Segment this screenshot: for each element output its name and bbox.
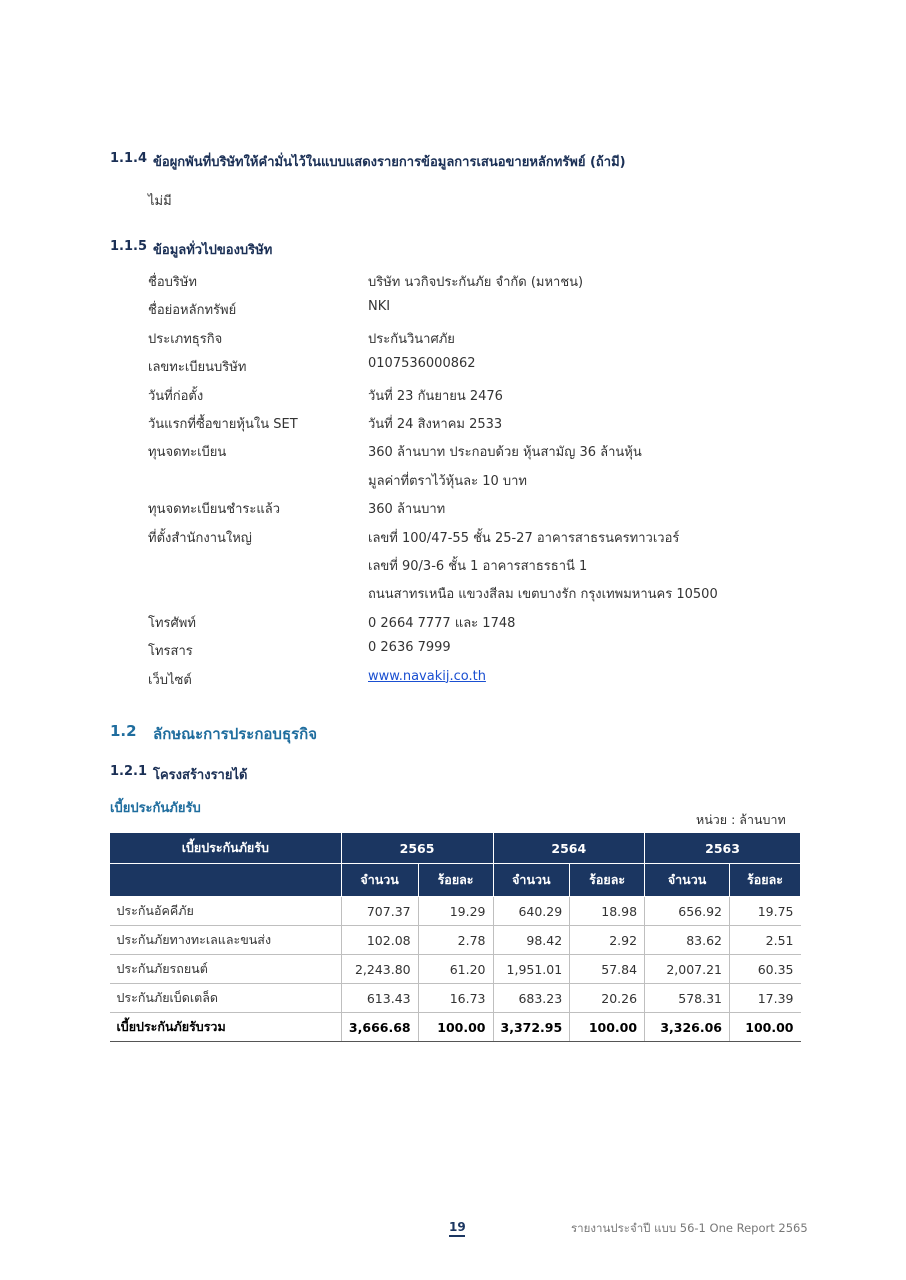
sub-header-percent: ร้อยละ bbox=[730, 864, 801, 897]
info-value: 0 2664 7777 และ 1748 bbox=[368, 615, 516, 631]
row-name: ประกันภัยรถยนต์ bbox=[110, 955, 342, 984]
info-value: วันที่ 24 สิงหาคม 2533 bbox=[368, 416, 503, 432]
cell-amount: 102.08 bbox=[341, 926, 418, 955]
cell-percent: 61.20 bbox=[418, 955, 493, 984]
section-number: 1.2.1 bbox=[110, 764, 148, 779]
info-value-line: มูลค่าที่ตราไว้หุ้นละ 10 บาท bbox=[368, 473, 527, 489]
cell-amount: 707.37 bbox=[341, 897, 418, 926]
page-number: 19 bbox=[449, 1220, 466, 1234]
section-number: 1.2 bbox=[110, 722, 137, 740]
cell-percent: 100.00 bbox=[730, 1013, 801, 1042]
cell-amount: 640.29 bbox=[493, 897, 570, 926]
sub-header-percent: ร้อยละ bbox=[418, 864, 493, 897]
cell-percent: 17.39 bbox=[730, 984, 801, 1013]
cell-amount: 3,326.06 bbox=[645, 1013, 730, 1042]
info-row bbox=[148, 407, 788, 435]
info-label: ชื่อย่อหลักทรัพย์ bbox=[148, 303, 237, 319]
info-label: วันที่ก่อตั้ง bbox=[148, 388, 204, 404]
info-value bbox=[368, 527, 718, 612]
info-row bbox=[148, 492, 788, 520]
info-label: วันแรกที่ซื้อขายหุ้นใน SET bbox=[148, 416, 298, 432]
row-name: ประกันภัยเบ็ดเตล็ด bbox=[110, 984, 342, 1013]
sub-header-amount: จำนวน bbox=[645, 864, 730, 897]
section-title: ข้อผูกพันที่บริษัทให้คำมั่นไว้ในแบบแสดงรายการข้อมูลการเสนอขายหลักทรัพย์ (ถ้ามี) bbox=[153, 155, 626, 170]
sub-header-amount: จำนวน bbox=[341, 864, 418, 897]
company-info bbox=[148, 265, 788, 691]
cell-percent: 2.78 bbox=[418, 926, 493, 955]
cell-percent: 2.51 bbox=[730, 926, 801, 955]
year-header: 2563 bbox=[645, 833, 801, 864]
section-number: 1.1.4 bbox=[110, 151, 148, 166]
info-value-line: เลขที่ 90/3-6 ชั้น 1 อาคารสาธรธานี 1 bbox=[368, 558, 588, 574]
table-total-row bbox=[110, 1013, 801, 1042]
page-number-underline bbox=[449, 1235, 465, 1237]
cell-amount: 2,007.21 bbox=[645, 955, 730, 984]
info-value: ประกันวินาศภัย bbox=[368, 331, 455, 347]
info-value: 0 2636 7999 bbox=[368, 640, 451, 656]
cell-amount: 3,666.68 bbox=[341, 1013, 418, 1042]
cell-percent: 20.26 bbox=[570, 984, 645, 1013]
cell-amount: 2,243.80 bbox=[341, 955, 418, 984]
cell-percent: 57.84 bbox=[570, 955, 645, 984]
info-row bbox=[148, 293, 788, 321]
cell-percent: 2.92 bbox=[570, 926, 645, 955]
info-value: 360 ล้านบาท bbox=[368, 502, 446, 518]
info-value: วันที่ 23 กันยายน 2476 bbox=[368, 388, 503, 404]
cell-amount: 578.31 bbox=[645, 984, 730, 1013]
section-title: ลักษณะการประกอบธุรกิจ bbox=[153, 725, 318, 743]
info-value-line: 360 ล้านบาท ประกอบด้วย หุ้นสามัญ 36 ล้านหุ้น bbox=[368, 445, 642, 461]
cell-amount: 98.42 bbox=[493, 926, 570, 955]
header-label: เบี้ยประกันภัยรับ bbox=[110, 833, 342, 864]
section-body: ไม่มี bbox=[148, 194, 172, 209]
row-name: เบี้ยประกันภัยรับรวม bbox=[110, 1013, 342, 1042]
info-label: ทุนจดทะเบียนชำระแล้ว bbox=[148, 502, 280, 518]
header-blank bbox=[110, 864, 342, 897]
table-row bbox=[110, 926, 801, 955]
info-label: ชื่อบริษัท bbox=[148, 275, 198, 290]
cell-amount: 83.62 bbox=[645, 926, 730, 955]
info-row bbox=[148, 322, 788, 350]
website-link[interactable]: www.navakij.co.th bbox=[368, 668, 486, 684]
cell-percent: 19.29 bbox=[418, 897, 493, 926]
premium-table bbox=[109, 832, 801, 1042]
info-label: เลขทะเบียนบริษัท bbox=[148, 360, 247, 376]
cell-amount: 656.92 bbox=[645, 897, 730, 926]
year-header: 2564 bbox=[493, 833, 645, 864]
info-label: โทรสาร bbox=[148, 644, 193, 660]
table-row bbox=[110, 955, 801, 984]
sub-header-amount: จำนวน bbox=[493, 864, 570, 897]
table-row bbox=[110, 984, 801, 1013]
row-name: ประกันอัคคีภัย bbox=[110, 897, 342, 926]
cell-percent: 16.73 bbox=[418, 984, 493, 1013]
info-row bbox=[148, 265, 788, 293]
info-label: ที่ตั้งสำนักงานใหญ่ bbox=[148, 530, 252, 546]
cell-percent: 60.35 bbox=[730, 955, 801, 984]
cell-percent: 100.00 bbox=[570, 1013, 645, 1042]
section-title: ข้อมูลทั่วไปของบริษัท bbox=[153, 243, 273, 258]
info-value: 0107536000862 bbox=[368, 356, 476, 372]
report-title: รายงานประจำปี แบบ 56-1 One Report 2565 bbox=[571, 1221, 808, 1235]
info-label: ประเภทธุรกิจ bbox=[148, 331, 223, 347]
info-label: โทรศัพท์ bbox=[148, 615, 196, 631]
cell-percent: 18.98 bbox=[570, 897, 645, 926]
cell-percent: 19.75 bbox=[730, 897, 801, 926]
info-label: เว็บไซต์ bbox=[148, 672, 192, 688]
table-caption: เบี้ยประกันภัยรับ bbox=[110, 801, 201, 816]
table-row bbox=[110, 897, 801, 926]
cell-amount: 1,951.01 bbox=[493, 955, 570, 984]
section-title: โครงสร้างรายได้ bbox=[153, 768, 248, 783]
year-header: 2565 bbox=[341, 833, 493, 864]
cell-percent: 100.00 bbox=[418, 1013, 493, 1042]
cell-amount: 683.23 bbox=[493, 984, 570, 1013]
info-label: ทุนจดทะเบียน bbox=[148, 445, 227, 461]
info-value: NKI bbox=[368, 299, 391, 315]
info-row bbox=[148, 435, 788, 492]
row-name: ประกันภัยทางทะเลและขนส่ง bbox=[110, 926, 342, 955]
info-row bbox=[148, 379, 788, 407]
info-row bbox=[148, 350, 788, 378]
table-unit: หน่วย : ล้านบาท bbox=[696, 812, 786, 827]
info-row bbox=[148, 663, 788, 691]
info-value: บริษัท นวกิจประกันภัย จำกัด (มหาชน) bbox=[368, 275, 584, 290]
info-row bbox=[148, 606, 788, 634]
info-row bbox=[148, 521, 788, 606]
info-value bbox=[368, 441, 642, 498]
section-number: 1.1.5 bbox=[110, 239, 148, 254]
info-row bbox=[148, 634, 788, 662]
cell-amount: 613.43 bbox=[341, 984, 418, 1013]
info-value-line: เลขที่ 100/47-55 ชั้น 25-27 อาคารสาธรนครทาวเวอร์ bbox=[368, 530, 680, 546]
info-value-line: ถนนสาทรเหนือ แขวงสีลม เขตบางรัก กรุงเทพมหานคร 10500 bbox=[368, 587, 718, 603]
cell-amount: 3,372.95 bbox=[493, 1013, 570, 1042]
sub-header-percent: ร้อยละ bbox=[570, 864, 645, 897]
